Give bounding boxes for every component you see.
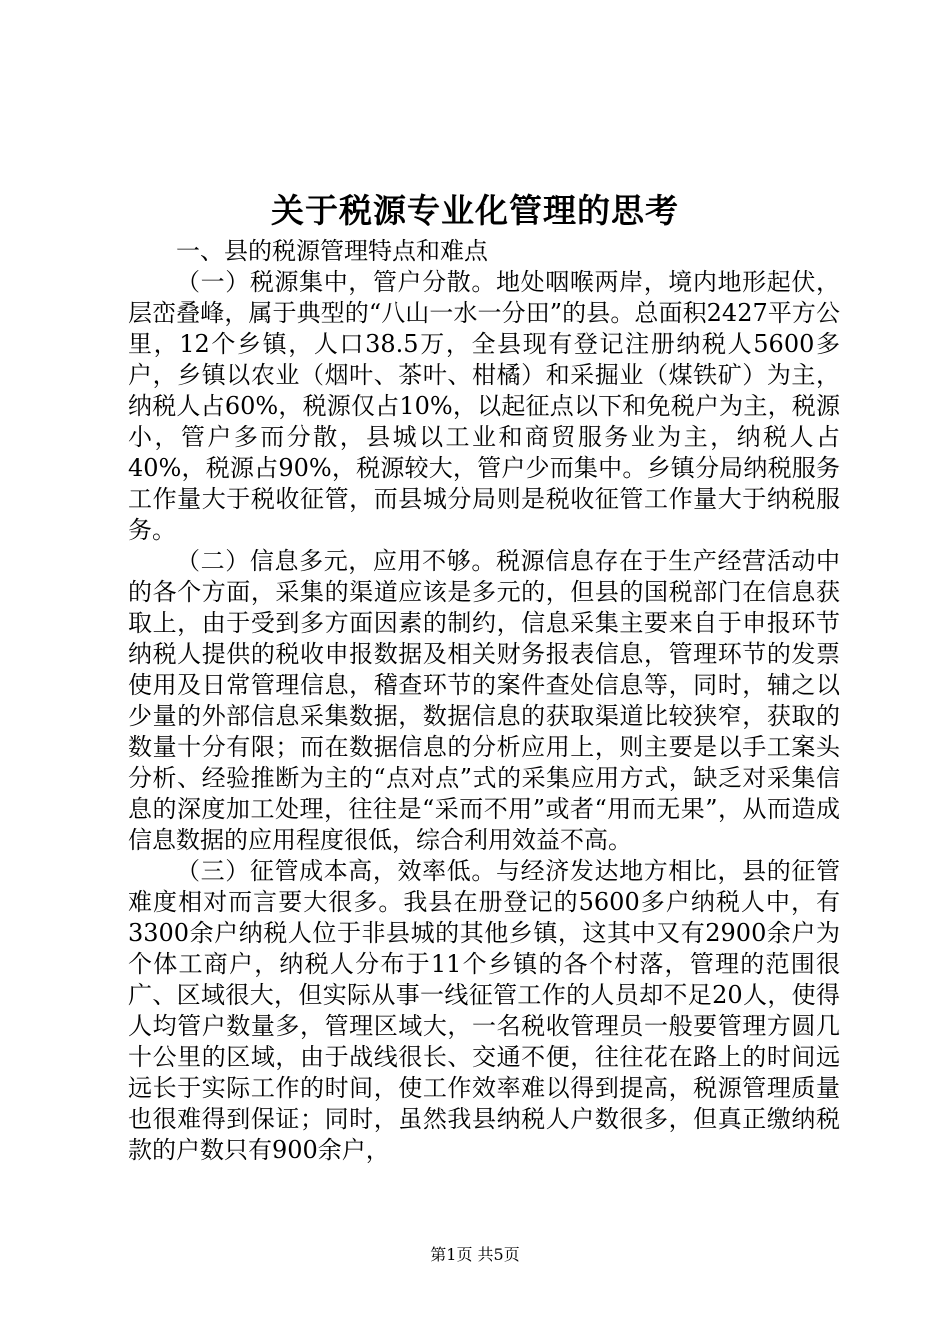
document-title: 关于税源专业化管理的思考 [271,191,679,230]
page-number-footer: 第1页 共5页 [430,1245,520,1264]
paragraph: （一）税源集中，管户分散。地处咽喉两岸，境内地形起伏，层峦叠峰，属于典型的“八山一水一分田”的县。总面积2427平方公里，12个乡镇，人口38.5万，全县现有登记注册纳税人5600多户，乡镇以农业（烟叶、茶叶、柑橘）和采掘业（煤铁矿）为主，纳税人占60%，税源仅占10%，以起征点以下和免税户为主，税源小，管户多而分散，县城以工业和商贸服务业为主，纳税人占40%，税源占90%，税源较大，管户少而集中。乡镇分局纳税服务工作量大于税收征管，而县城分局则是税收征管工作量大于纳税服务。 [128,268,840,544]
section-heading: 一、县的税源管理特点和难点 [176,237,488,265]
document-body [128,236,840,1166]
paragraph: （三）征管成本高，效率低。与经济发达地方相比，县的征管难度相对而言要大很多。我县在册登记的5600多户纳税人中，有3300余户纳税人位于非县城的其他乡镇，这其中又有2900余户为个体工商户，纳税人分布于11个乡镇的各个村落，管理的范围很广、区域很大，但实际从事一线征管工作的人员却不足20人，使得人均管户数量多，管理区域大，一名税收管理员一般要管理方圆几十公里的区域，由于战线很长、交通不便，往往花在路上的时间远远长于实际工作的时间，使工作效率难以得到提高，税源管理质量也很难得到保证；同时，虽然我县纳税人户数很多，但真正缴纳税款的户数只有900余户， [128,857,840,1164]
paragraph: （二）信息多元，应用不够。税源信息存在于生产经营活动中的各个方面，采集的渠道应该是多元的，但县的国税部门在信息获取上，由于受到多方面因素的制约，信息采集主要来自于申报环节纳税人提供的税收申报数据及相关财务报表信息，管理环节的发票使用及日常管理信息，稽查环节的案件查处信息等，同时，辅之以少量的外部信息采集数据，数据信息的获取渠道比较狭窄，获取的数量十分有限；而在数据信息的分析应用上，则主要是以手工案头分析、经验推断为主的“点对点”式的采集应用方式，缺乏对采集信息的深度加工处理，往往是“采而不用”或者“用而无果”，从而造成信息数据的应用程度很低，综合利用效益不高。 [128,547,840,854]
